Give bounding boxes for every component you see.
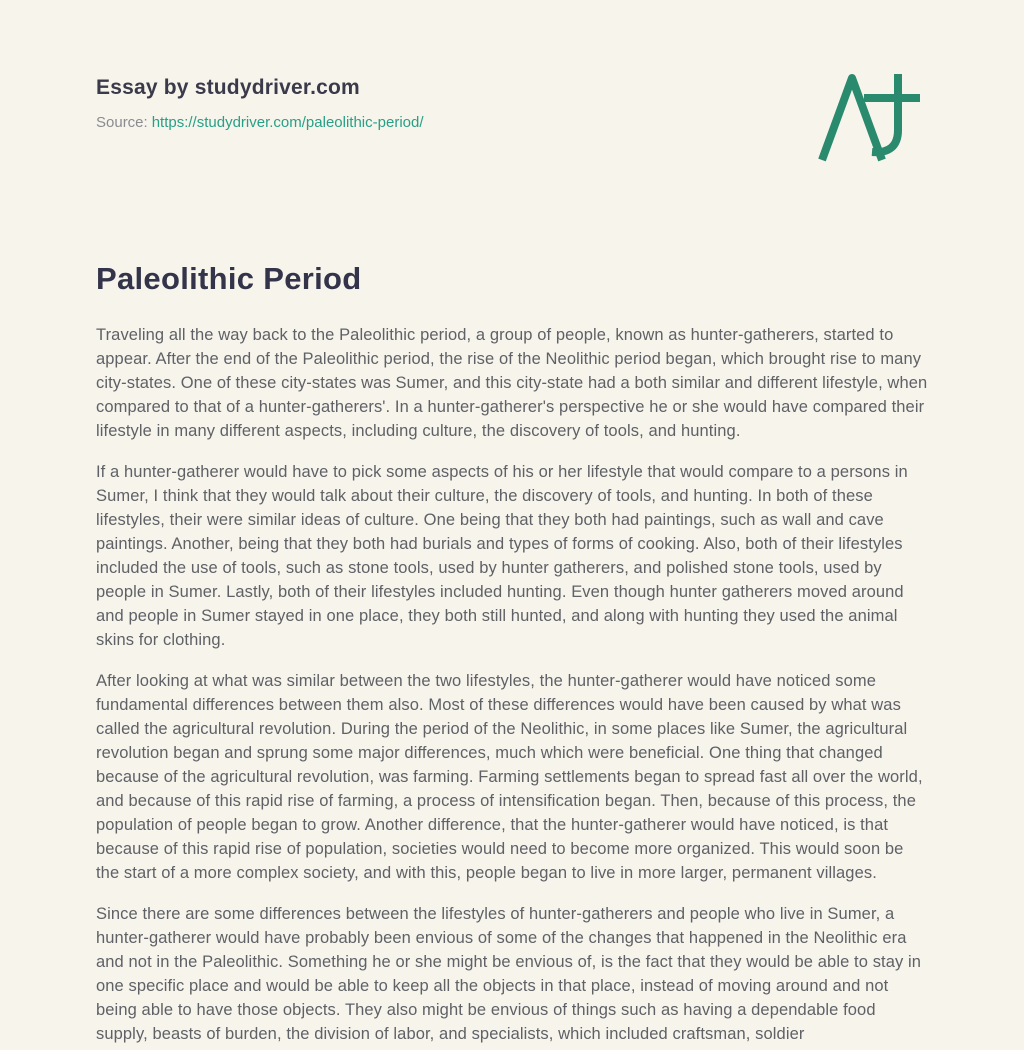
- essay-body: [96, 323, 928, 1046]
- essay-paragraph-3: After looking at what was similar between the two lifestyles, the hunter-gatherer would have noticed some fundamental differences between them also. Most of these differences would have been caused by what was called the agricultural revolution. During the period of the Neolithic, in some places like Sumer, the agricultural revolution began and sprung some major differences, much which were beneficial. One thing that changed because of the agricultural revolution, was farming. Farming settlements began to spread fast all over the world, and because of this rapid rise of farming, a process of intensification began. Then, because of this process, the population of people began to grow. Another difference, that the hunter-gatherer would have noticed, is that because of this rapid rise of population, societies would need to become more organized. This would soon be the start of a more complex society, and with this, people began to live in more larger, permanent villages.: [96, 672, 923, 882]
- page-title: Paleolithic Period: [96, 261, 362, 296]
- studydriver-logo-icon: [814, 70, 924, 165]
- essay-paragraph-1: Traveling all the way back to the Paleolithic period, a group of people, known as hunter-gatherers, started to appear. After the end of the Paleolithic period, the rise of the Neolithic period began, which brought rise to many city-states. One of these city-states was Sumer, and this city-state had a both similar and different lifestyle, when compared to that of a hunter-gatherers'. In a hunter-gatherer's perspective he or she would have compared their lifestyle in many different aspects, including culture, the discovery of tools, and hunting.: [96, 326, 928, 440]
- essay-paragraph-4: Since there are some differences between the lifestyles of hunter-gatherers and people who live in Sumer, a hunter-gatherer would have probably been envious of some of the changes that happened in the Neolithic era and not in the Paleolithic. Something he or she might be envious of, is the fact that they would be able to stay in one specific place and would be able to keep all the objects in that place, instead of moving around and not being able to have those objects. They also might be envious of things such as having a dependable food supply, beasts of burden, the division of labor, and specialists, which included craftsman, soldier: [96, 905, 922, 1043]
- source-link[interactable]: https://studydriver.com/paleolithic-period/: [151, 114, 424, 131]
- source-label: Source:: [96, 114, 148, 131]
- source-line: [96, 114, 424, 131]
- essay-byline: Essay by studydriver.com: [96, 76, 360, 99]
- essay-paragraph-2: If a hunter-gatherer would have to pick some aspects of his or her lifestyle that would compare to a persons in Sumer, I think that they would talk about their culture, the discovery of tools, and hunting. In both of these lifestyles, their were similar ideas of culture. One being that they both had paintings, such as wall and cave paintings. Another, being that they both had burials and types of forms of cooking. Also, both of their lifestyles included the use of tools, such as stone tools, used by hunter gatherers, and polished stone tools, used by people in Sumer. Lastly, both of their lifestyles included hunting. Even though hunter gatherers moved around and people in Sumer stayed in one place, they both still hunted, and along with hunting they used the animal skins for clothing.: [96, 463, 908, 649]
- page-header: [96, 0, 928, 165]
- header-left: [96, 76, 424, 131]
